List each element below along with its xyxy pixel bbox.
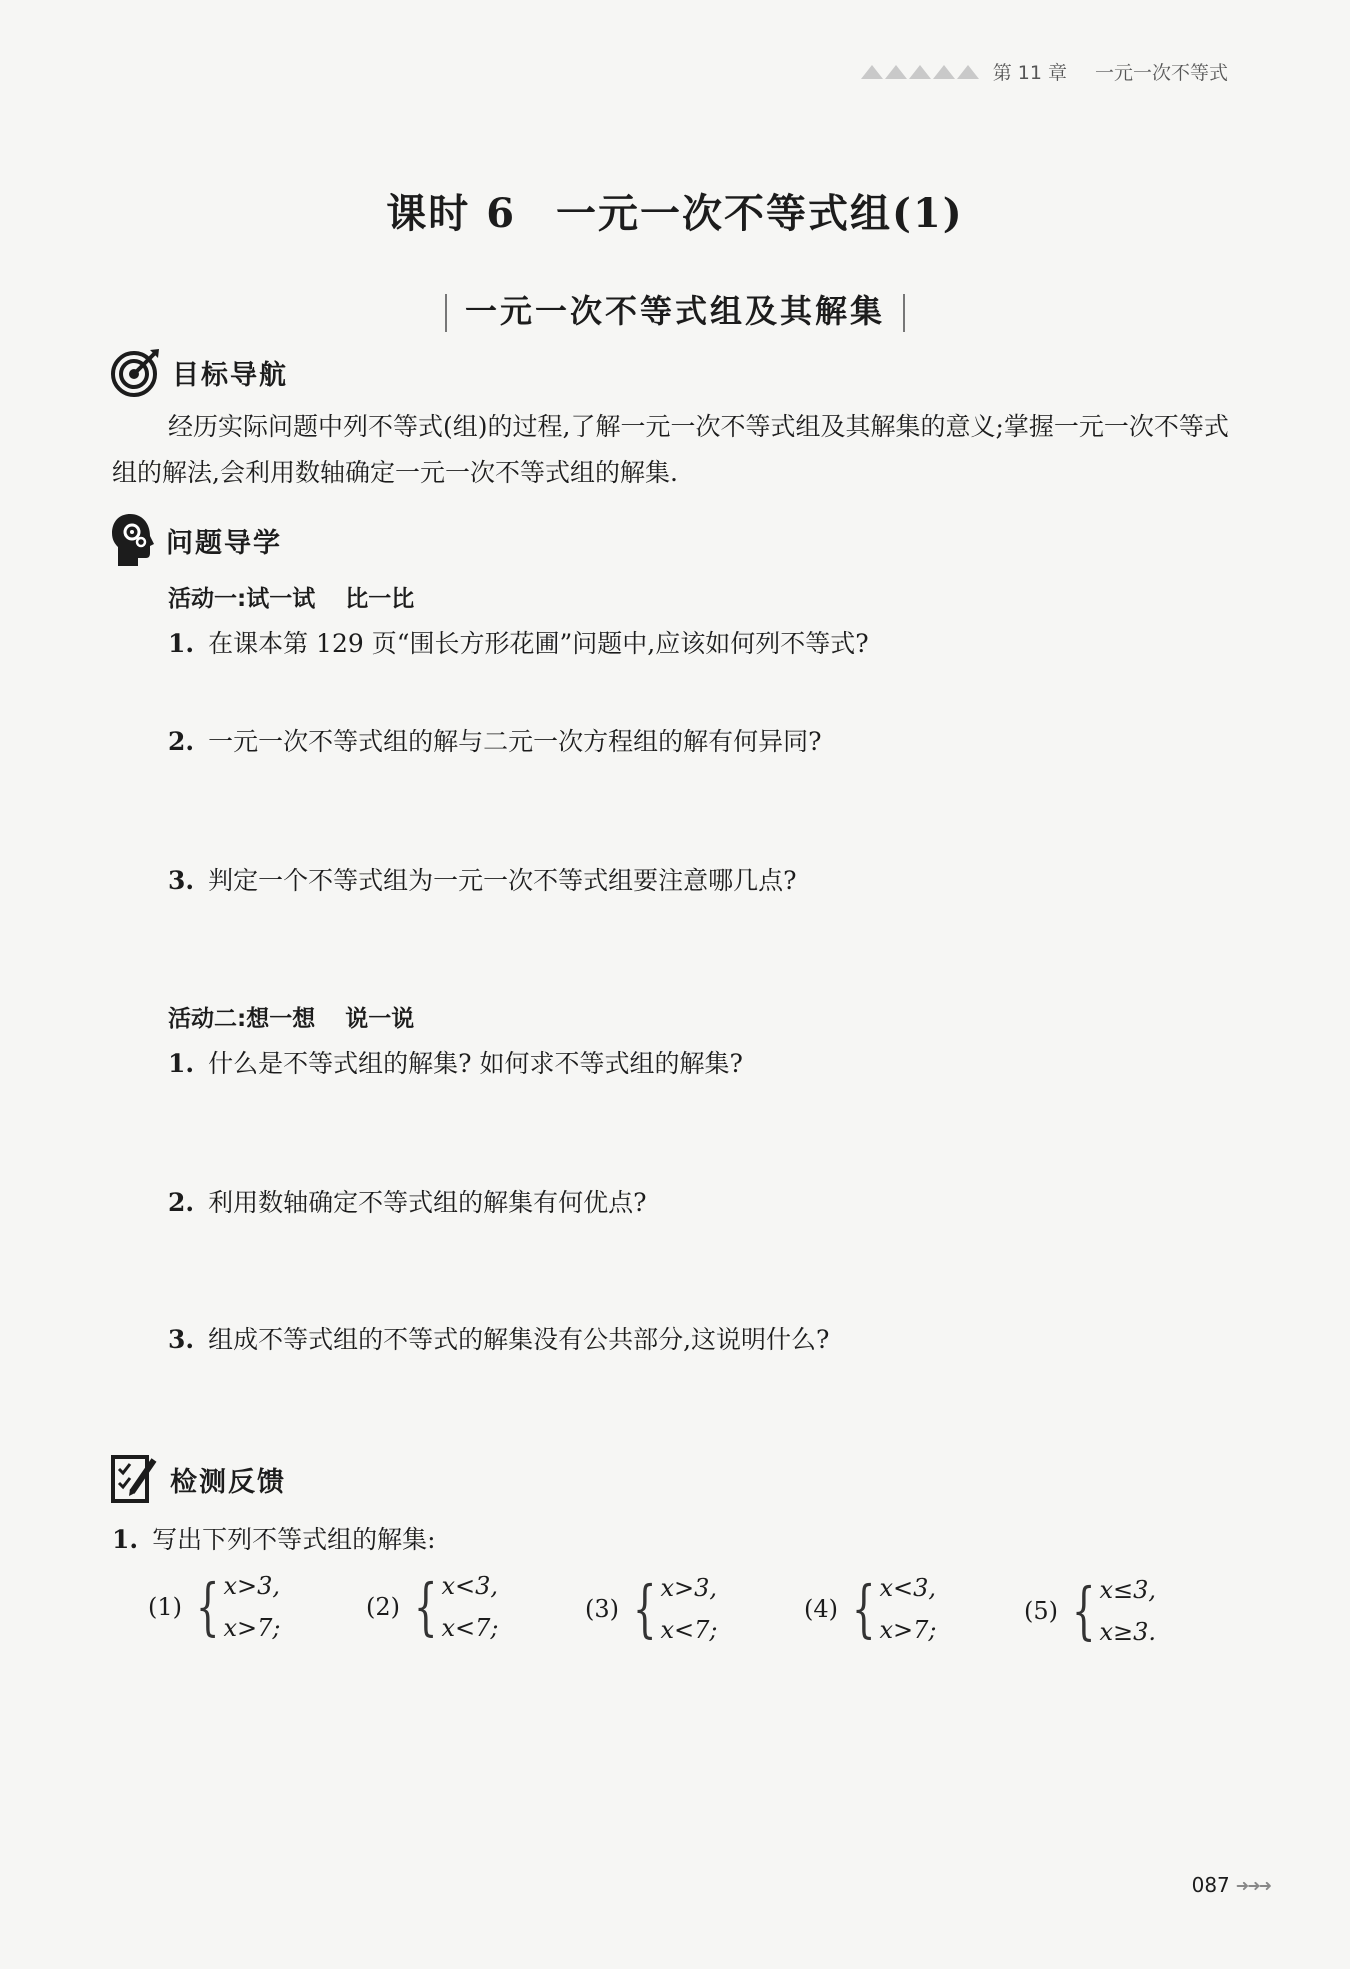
lesson-title <box>0 182 1350 239</box>
divider <box>445 294 447 332</box>
question <box>168 1183 647 1219</box>
activity-2-heading <box>168 1000 414 1033</box>
question-number: 3. <box>168 866 195 895</box>
question <box>168 624 869 660</box>
question <box>168 861 797 897</box>
chapter-title: 一元一次不等式 <box>1094 62 1228 84</box>
question-text: 写出下列不等式组的解集: <box>152 1525 436 1554</box>
inequality: x>7; <box>879 1616 937 1644</box>
feedback-section-header <box>110 1452 286 1506</box>
inquiry-title: 问题导学 <box>166 527 282 559</box>
system-label: (4) <box>804 1595 838 1623</box>
system-label: (2) <box>366 1593 400 1621</box>
chapter-number: 第 11 章 <box>992 62 1067 84</box>
question-number: 1. <box>112 1525 139 1554</box>
inequality-system <box>148 1568 280 1646</box>
question-text: 组成不等式组的不等式的解集没有公共部分,这说明什么? <box>208 1325 830 1354</box>
question <box>112 1520 436 1556</box>
goal-text: 经历实际问题中列不等式(组)的过程,了解一元一次不等式组及其解集的意义;掌握一元一次不等式组的解法,会利用数轴确定一元一次不等式组的解集. <box>112 412 1229 487</box>
feedback-title: 检测反馈 <box>170 1466 286 1498</box>
activity-2-name2: 说一说 <box>345 1006 415 1032</box>
brace: { <box>632 1572 657 1645</box>
inequality: x<7; <box>660 1616 718 1644</box>
inequality: x≤3, <box>1099 1576 1156 1604</box>
question-text: 利用数轴确定不等式组的解集有何优点? <box>208 1188 647 1217</box>
system-label: (5) <box>1024 1597 1058 1625</box>
inequality: x>3, <box>660 1574 717 1602</box>
question-number: 1. <box>168 1049 195 1078</box>
lesson-name: 一元一次不等式组(1) <box>556 190 964 237</box>
inequality: x>7; <box>223 1614 281 1642</box>
inquiry-section-header <box>110 512 282 568</box>
brace: { <box>413 1570 438 1643</box>
question-number: 2. <box>168 1188 195 1217</box>
triangle-decoration-icon <box>861 65 979 79</box>
goal-title: 目标导航 <box>172 359 288 391</box>
activity-2-name: 活动二:想一想 <box>168 1006 316 1032</box>
inequality: x<3, <box>441 1572 498 1600</box>
subtitle-text: 一元一次不等式组及其解集 <box>464 292 885 330</box>
checklist-pencil-icon <box>110 1452 160 1506</box>
question-number: 3. <box>168 1325 195 1354</box>
inequality: x<7; <box>441 1614 499 1642</box>
inequality: x≥3. <box>1099 1618 1156 1646</box>
goal-section-header <box>110 346 288 398</box>
question-text: 判定一个不等式组为一元一次不等式组要注意哪几点? <box>208 866 797 895</box>
lesson-number: 课时 6 <box>386 190 517 237</box>
question-text: 什么是不等式组的解集? 如何求不等式组的解集? <box>208 1049 743 1078</box>
question <box>168 1320 829 1356</box>
question-text: 在课本第 129 页“围长方形花圃”问题中,应该如何列不等式? <box>208 629 869 658</box>
inequality: x>3, <box>223 1572 280 1600</box>
page-number-text: 087 <box>1191 1873 1230 1897</box>
arrow-right-icon: ➜➜➜ <box>1235 1875 1270 1895</box>
system-label: (3) <box>585 1595 619 1623</box>
head-gear-icon <box>110 512 156 568</box>
page-number <box>1192 1873 1270 1897</box>
running-head <box>861 58 1228 85</box>
question-number: 2. <box>168 727 195 756</box>
brace: { <box>1071 1574 1096 1647</box>
brace: { <box>851 1572 876 1645</box>
question-text: 一元一次不等式组的解与二元一次方程组的解有何异同? <box>208 727 822 756</box>
inequality-system <box>1024 1572 1156 1650</box>
question-number: 1. <box>168 629 195 658</box>
inequality-system <box>804 1570 936 1648</box>
subtitle <box>0 286 1350 332</box>
question <box>168 1044 743 1080</box>
inequality-system <box>585 1570 717 1648</box>
question <box>168 722 822 758</box>
target-icon <box>110 346 162 398</box>
brace: { <box>195 1570 220 1643</box>
activity-1-heading <box>168 580 414 613</box>
activity-1-name2: 比一比 <box>345 586 415 612</box>
system-label: (1) <box>148 1593 182 1621</box>
inequality-system <box>366 1568 498 1646</box>
activity-1-name: 活动一:试一试 <box>168 586 316 612</box>
inequality: x<3, <box>879 1574 936 1602</box>
divider <box>903 294 905 332</box>
